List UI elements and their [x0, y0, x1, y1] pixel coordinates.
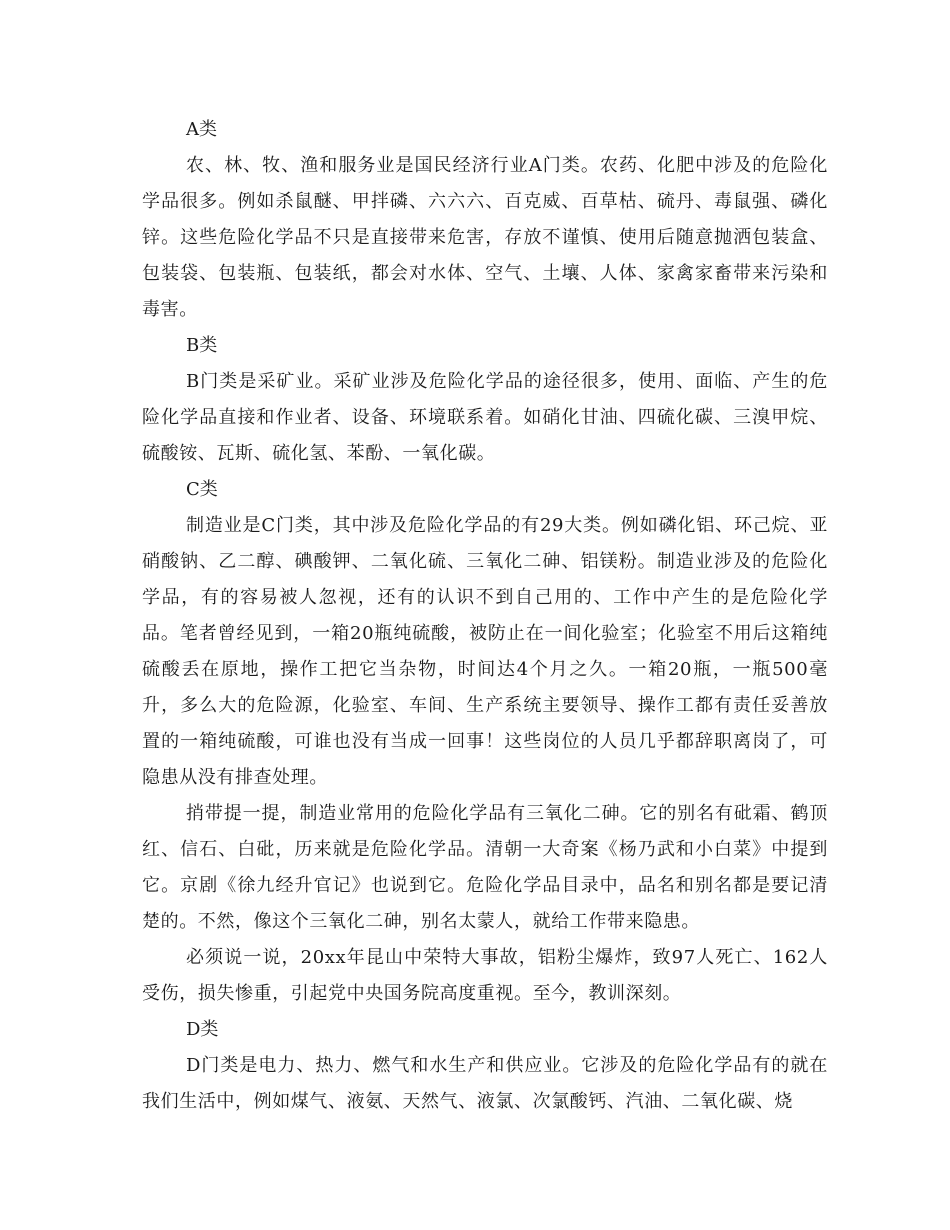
section-heading-b: B类	[186, 335, 218, 356]
document-page	[142, 112, 828, 1120]
section-heading-a: A类	[186, 119, 217, 140]
section-c-paragraph-3: 必须说一说，20xx年昆山中荣特大事故，铝粉尘爆炸，致97人死亡、162人受伤，损失惨重，引起党中央国务院高度重视。至今，教训深刻。	[142, 947, 828, 1004]
section-heading-c: C类	[186, 479, 218, 500]
section-heading-d: D类	[186, 1019, 219, 1040]
section-a-paragraph-1: 农、林、牧、渔和服务业是国民经济行业A门类。农药、化肥中涉及的危险化学品很多。例如杀鼠醚、甲拌磷、六六六、百克威、百草枯、硫丹、毒鼠强、磷化锌。这些危险化学品不只是直接带来危害，存放不谨慎、使用后随意抛洒包装盒、包装袋、包装瓶、包装纸，都会对水体、空气、土壤、人体、家禽家畜带来污染和毒害。	[142, 155, 828, 320]
section-d-paragraph-1: D门类是电力、热力、燃气和水生产和供应业。它涉及的危险化学品有的就在我们生活中，例如煤气、液氨、天然气、液氯、次氯酸钙、汽油、二氧化碳、烧	[142, 1055, 828, 1112]
section-c-paragraph-2: 捎带提一提，制造业常用的危险化学品有三氧化二砷。它的别名有砒霜、鹤顶红、信石、白砒，历来就是危险化学品。清朝一大奇案《杨乃武和小白菜》中提到它。京剧《徐九经升官记》也说到它。危险化学品目录中，品名和别名都是要记清楚的。不然，像这个三氧化二砷，别名太蒙人，就给工作带来隐患。	[142, 803, 828, 932]
section-c-paragraph-1: 制造业是C门类，其中涉及危险化学品的有29大类。例如磷化铝、环己烷、亚硝酸钠、乙二醇、碘酸钾、二氧化硫、三氧化二砷、铝镁粉。制造业涉及的危险化学品，有的容易被人忽视，还有的认识不到自己用的、工作中产生的是危险化学品。笔者曾经见到，一箱20瓶纯硫酸，被防止在一间化验室；化验室不用后这箱纯硫酸丢在原地，操作工把它当杂物，时间达4个月之久。一箱20瓶，一瓶500毫升，多么大的危险源，化验室、车间、生产系统主要领导、操作工都有责任妥善放置的一箱纯硫酸，可谁也没有当成一回事！这些岗位的人员几乎都辞职离岗了，可隐患从没有排查处理。	[142, 515, 828, 788]
section-b-paragraph-1: B门类是采矿业。采矿业涉及危险化学品的途径很多，使用、面临、产生的危险化学品直接和作业者、设备、环境联系着。如硝化甘油、四硫化碳、三溴甲烷、硫酸铵、瓦斯、硫化氢、苯酚、一氧化碳。	[142, 371, 828, 464]
